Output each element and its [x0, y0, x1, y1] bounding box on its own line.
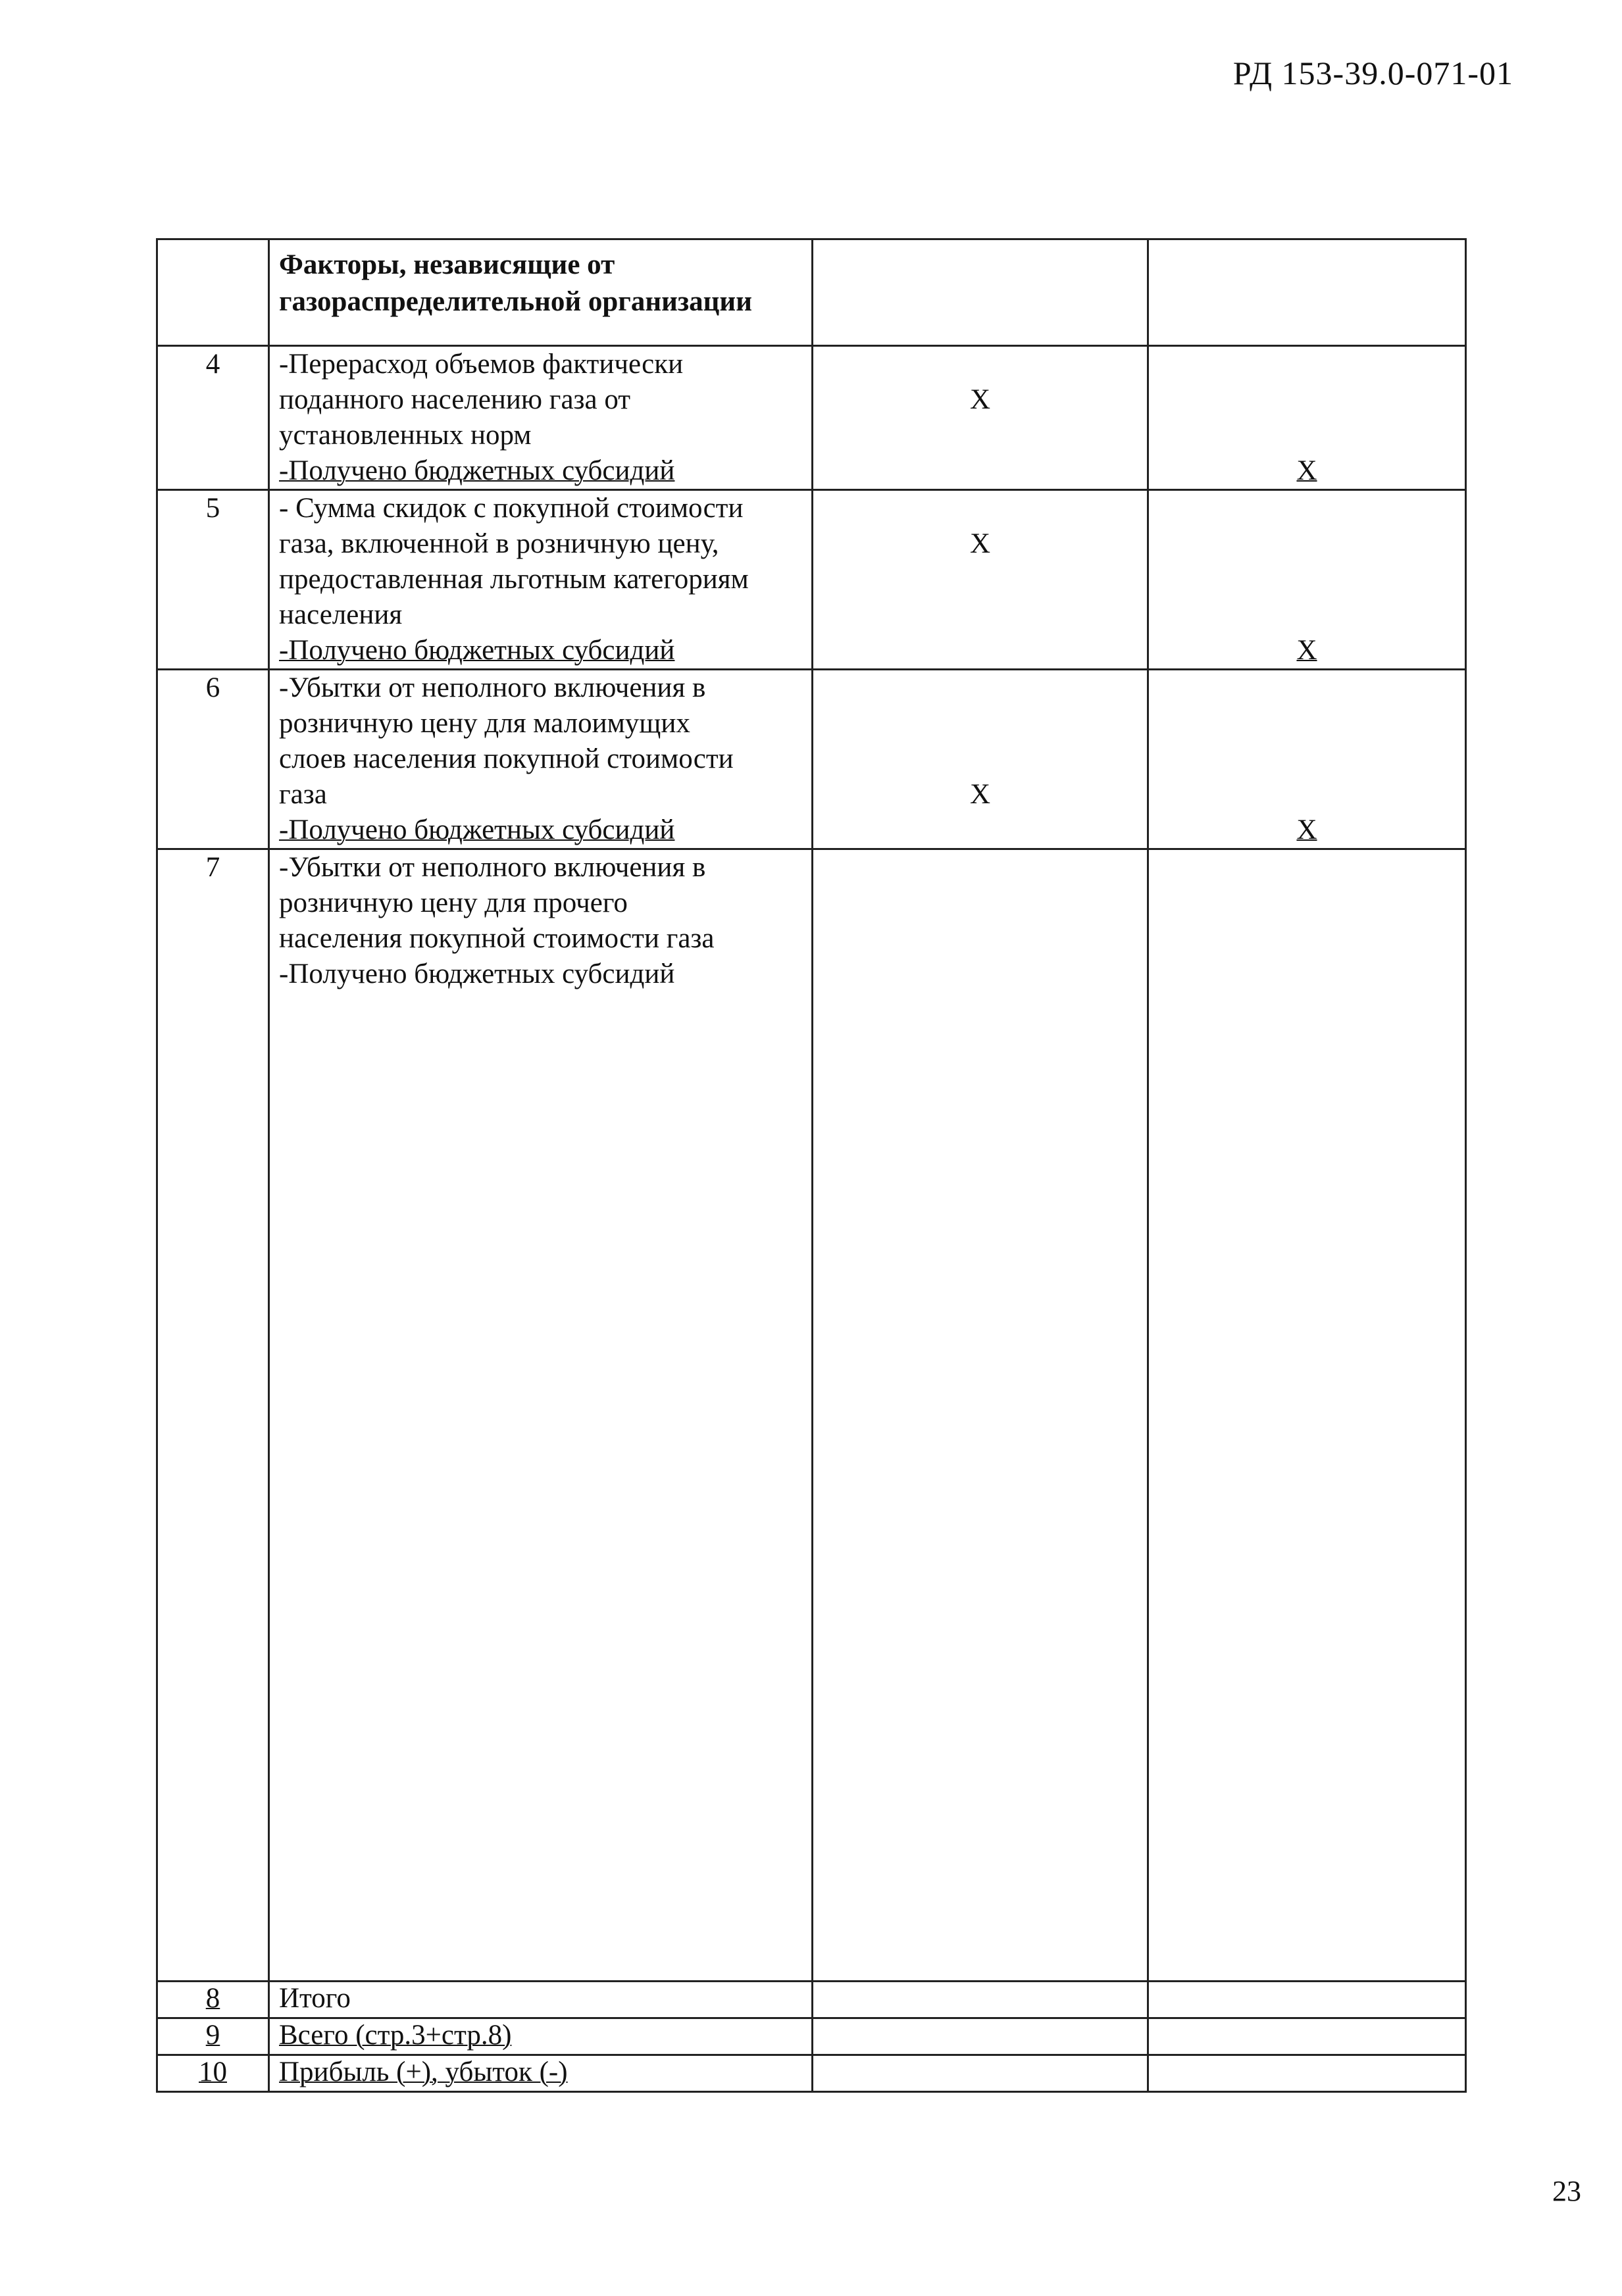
row-line: розничную цену для прочего	[279, 887, 628, 918]
row-line: слоев населения покупной стоимости	[279, 743, 734, 774]
header-title: Факторы, независящие от газораспределительной организации	[279, 249, 752, 317]
row-line: -Убытки от неполного включения в	[279, 672, 706, 703]
row-number: 6	[157, 670, 269, 849]
row-number: 10	[157, 2055, 269, 2092]
x-mark: Х	[969, 779, 991, 810]
x-mark: Х	[1296, 814, 1317, 845]
col4-cell	[1148, 670, 1466, 849]
row-description	[269, 490, 813, 670]
factors-table	[156, 238, 1467, 2093]
summary-label: Итого	[269, 1982, 813, 2018]
row-number: 4	[157, 346, 269, 490]
table-row	[157, 490, 1466, 670]
header-col3-cell	[813, 239, 1148, 346]
row-line: населения покупной стоимости газа	[279, 923, 715, 954]
table-header-row	[157, 239, 1466, 346]
row-line: газа	[279, 779, 327, 810]
row-line: розничную цену для малоимущих	[279, 708, 690, 739]
header-col4-cell	[1148, 239, 1466, 346]
col4-cell	[1148, 2055, 1466, 2092]
summary-label: Прибыль (+), убыток (-)	[269, 2055, 813, 2092]
subsidy-line: -Получено бюджетных субсидий	[279, 455, 675, 486]
subsidy-line: -Получено бюджетных субсидий	[279, 959, 675, 989]
col4-cell	[1148, 1982, 1466, 2018]
document-code: РД 153-39.0-071-01	[1232, 55, 1513, 91]
table-row	[157, 849, 1466, 1982]
table-row	[157, 346, 1466, 490]
row-line: -Убытки от неполного включения в	[279, 852, 706, 883]
summary-row	[157, 2055, 1466, 2092]
summary-row	[157, 2018, 1466, 2055]
x-mark: Х	[969, 384, 991, 415]
row-description	[269, 670, 813, 849]
col4-cell	[1148, 490, 1466, 670]
x-mark: Х	[1296, 635, 1317, 666]
col3-cell	[813, 670, 1148, 849]
col3-cell	[813, 490, 1148, 670]
col3-cell	[813, 849, 1148, 1982]
col4-cell	[1148, 2018, 1466, 2055]
row-line: предоставленная льготным категориям	[279, 564, 749, 595]
col3-cell	[813, 1982, 1148, 2018]
row-line: газа, включенной в розничную цену,	[279, 528, 719, 559]
col4-cell	[1148, 346, 1466, 490]
x-mark: Х	[1296, 455, 1317, 486]
page-number: 23	[1552, 2175, 1581, 2207]
summary-label: Всего (стр.3+стр.8)	[269, 2018, 813, 2055]
row-number: 9	[157, 2018, 269, 2055]
row-line: населения	[279, 599, 403, 630]
header-num-cell	[157, 239, 269, 346]
row-line: установленных норм	[279, 420, 532, 451]
col3-cell	[813, 346, 1148, 490]
row-description	[269, 346, 813, 490]
subsidy-line: -Получено бюджетных субсидий	[279, 635, 675, 666]
row-line: - Сумма скидок с покупной стоимости	[279, 493, 744, 524]
table-row	[157, 670, 1466, 849]
row-number: 5	[157, 490, 269, 670]
col4-cell	[1148, 849, 1466, 1982]
subsidy-line: -Получено бюджетных субсидий	[279, 814, 675, 845]
row-line: поданного населению газа от	[279, 384, 631, 415]
col3-cell	[813, 2055, 1148, 2092]
summary-row	[157, 1982, 1466, 2018]
x-mark: Х	[969, 528, 991, 559]
row-description	[269, 849, 813, 1982]
row-number: 8	[157, 1982, 269, 2018]
header-title-cell	[269, 239, 813, 346]
row-number: 7	[157, 849, 269, 1982]
row-line: -Перерасход объемов фактически	[279, 349, 684, 380]
col3-cell	[813, 2018, 1148, 2055]
